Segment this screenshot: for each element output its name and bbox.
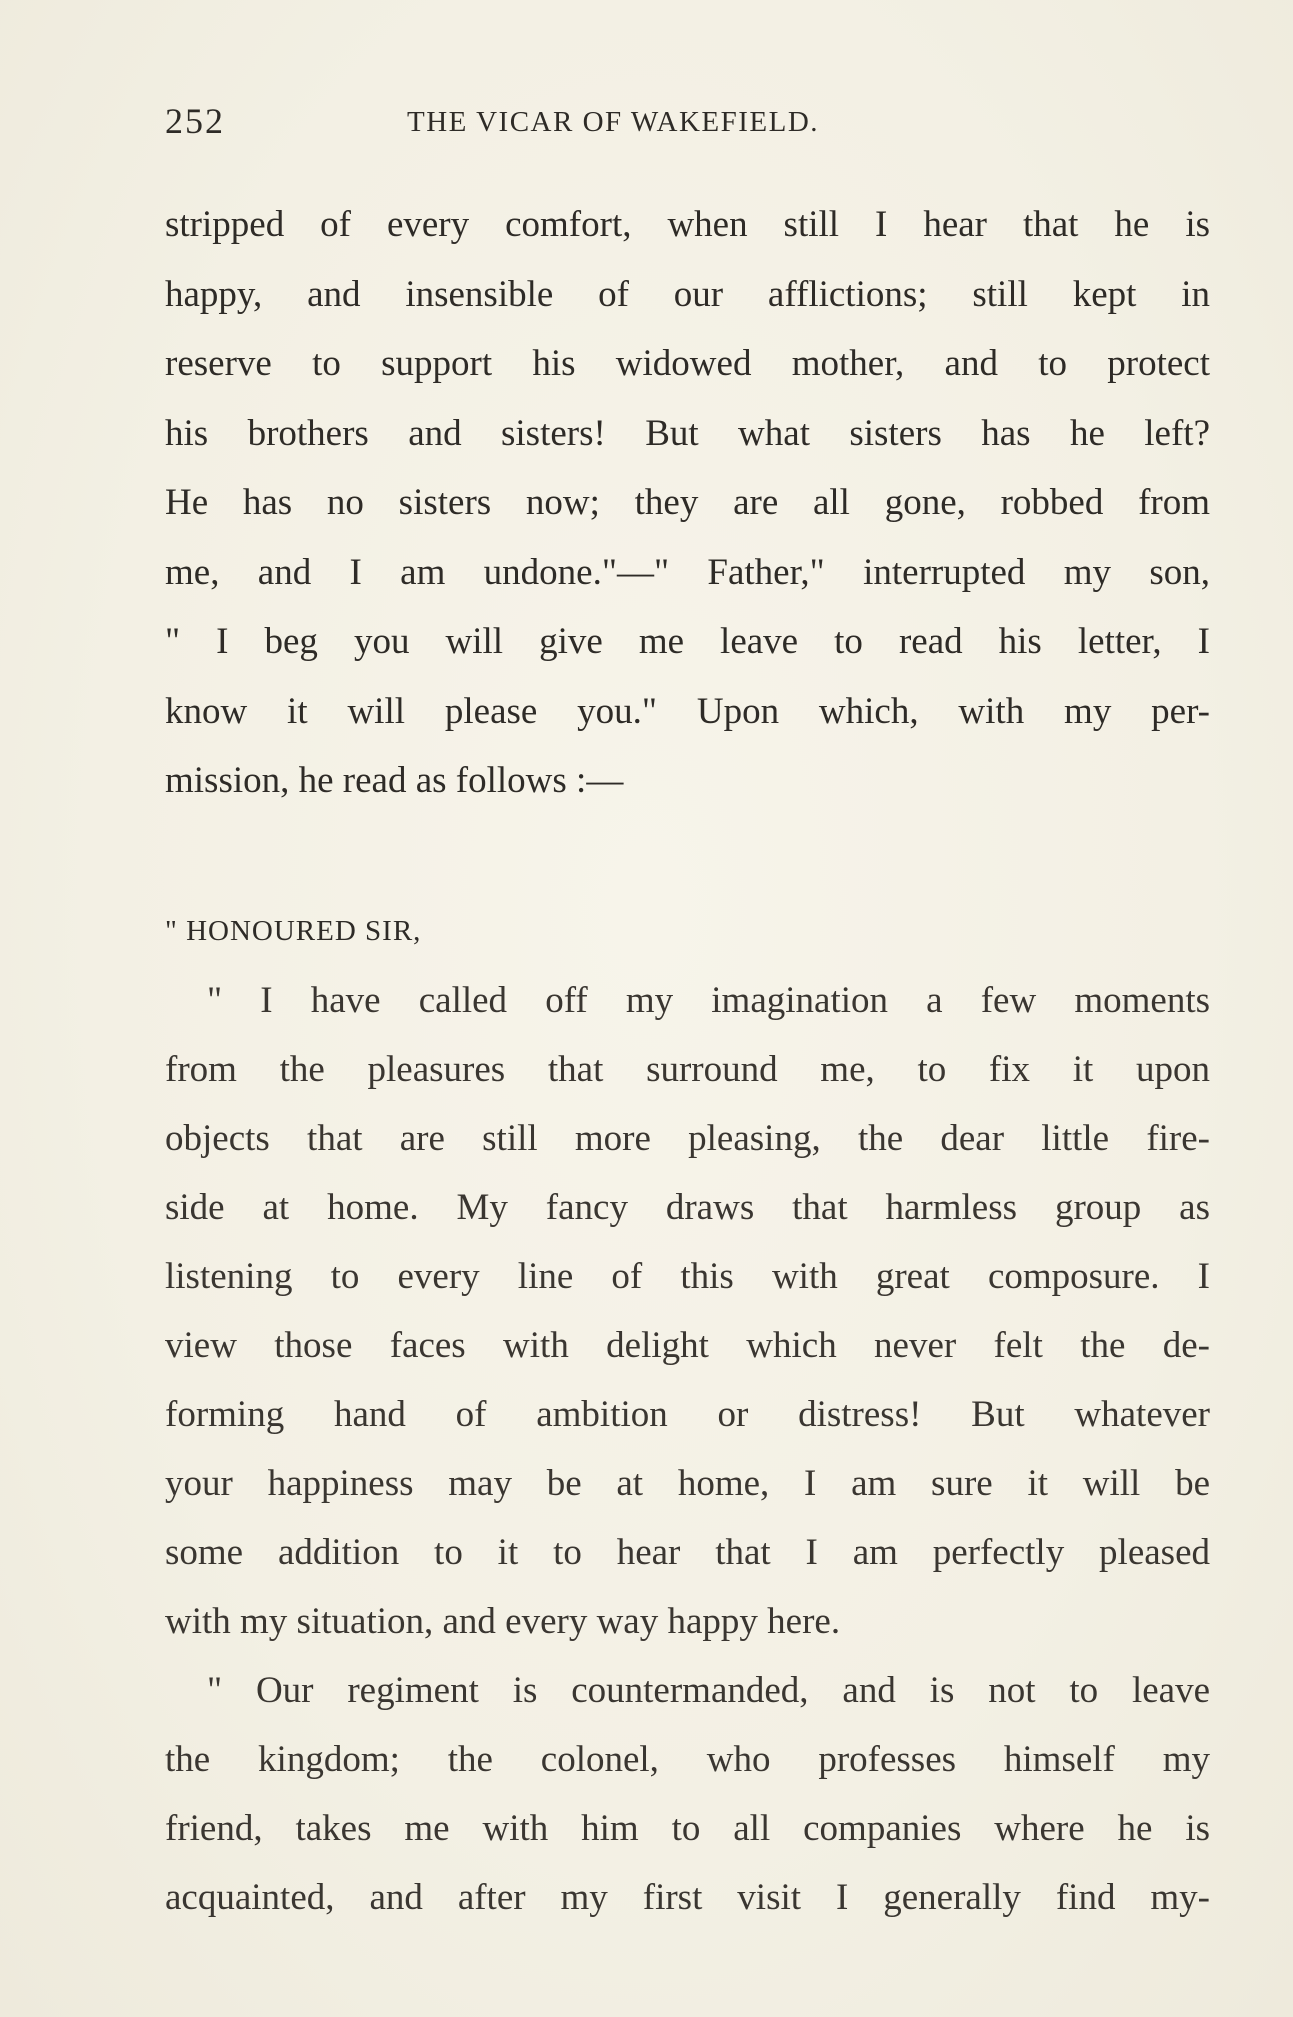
page-header [165,100,1210,160]
text-line: stripped of every comfort, when still I hear that he is [165,204,1210,245]
letter-line: with my situation, and every way happy here. [165,1600,841,1642]
letter-line: " I have called off my imagination a few moments [207,979,1210,1021]
letter-salutation: " HONOURED SIR, [165,914,422,947]
text-line: " I beg you will give me leave to read his letter, I [165,621,1210,662]
letter-line: from the pleasures that surround me, to fix it upon [165,1048,1210,1090]
page-text [165,190,1210,1932]
letter-line: " Our regiment is countermanded, and is not to leave [207,1669,1210,1711]
letter-line: some addition to it to hear that I am perfectly pleased [165,1531,1210,1573]
letter-line: view those faces with delight which never felt the de- [165,1324,1210,1366]
letter-line: forming hand of ambition or distress! But whatever [165,1393,1210,1435]
letter-line: friend, takes me with him to all companies where he is [165,1807,1210,1849]
text-line: me, and I am undone."—" Father," interrupted my son, [165,551,1210,593]
text-line: mission, he read as follows :— [165,760,624,801]
text-line: know it will please you." Upon which, with my per- [165,690,1210,732]
text-line: happy, and insensible of our afflictions; still kept in [165,273,1210,315]
text-line: He has no sisters now; they are all gone, robbed from [165,482,1210,523]
text-line: reserve to support his widowed mother, and to protect [165,343,1210,384]
letter-line: acquainted, and after my first visit I generally find my- [165,1876,1210,1918]
paragraph-gap [165,816,1210,896]
letter-line: listening to every line of this with great composure. I [165,1255,1210,1297]
letter-line: objects that are still more pleasing, the dear little fire- [165,1117,1210,1159]
letter-line: side at home. My fancy draws that harmless group as [165,1186,1210,1228]
text-line: his brothers and sisters! But what sisters has he left? [165,412,1210,454]
letter-line: the kingdom; the colonel, who professes himself my [165,1738,1210,1780]
page-number: 252 [165,101,225,141]
letter-line: your happiness may be at home, I am sure it will be [165,1462,1210,1504]
running-title: THE VICAR OF WAKEFIELD. [407,106,820,138]
